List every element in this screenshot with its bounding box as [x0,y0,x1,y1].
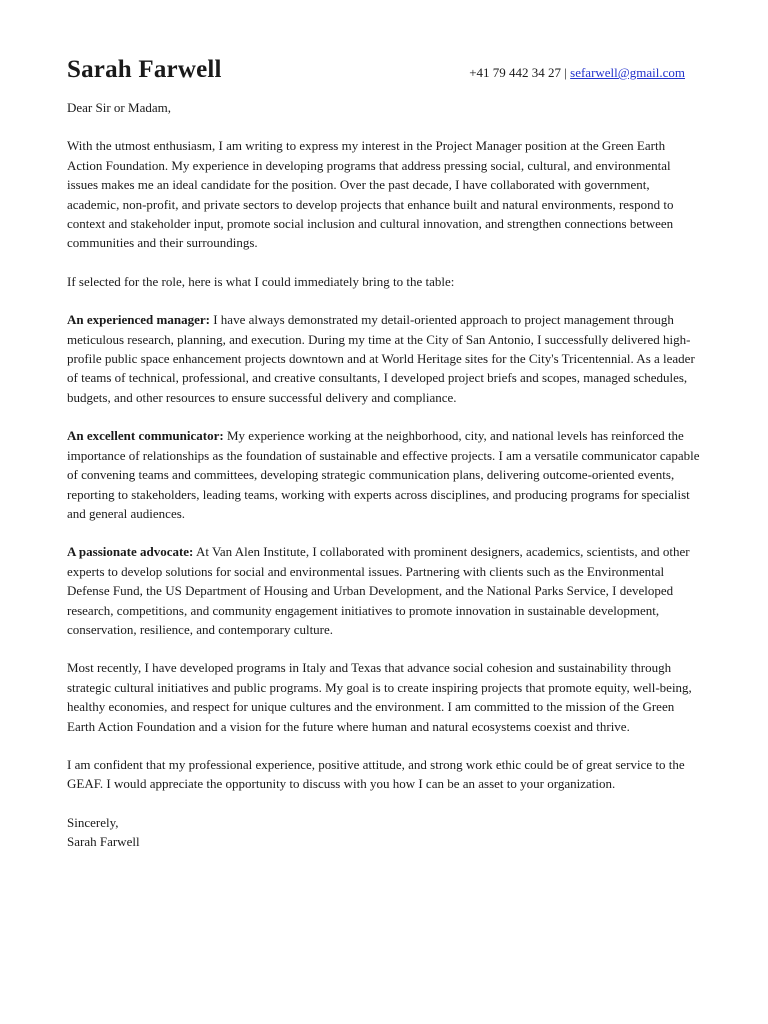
confident-paragraph: I am confident that my professional experience, positive attitude, and strong work ethic could be of great service to the GEAF. I would appreciate the opportunity to discuss with you how I can be an asset to your organization. [67,756,685,792]
recent-paragraph: Most recently, I have developed programs in Italy and Texas that advance social cohesion and sustainability through strategic cultural initiatives and public programs. My goal is to create inspiring projects that promote equity, well-being, healthy economies, and respect for unique cultures and the environment. I am committed to the mission of the Green Earth Action Foundation and a vision for the future where human and natural ecosystems coexist and thrive. [67,660,692,734]
intro-paragraph: With the utmost enthusiasm, I am writing to express my interest in the Project Manager position at the Green Earth Action Foundation. My experience in developing programs that address pressing social, cultural, and environmental issues makes me an ideal candidate for the position. Over the past decade, I have collaborated with government, academic, non-profit, and private sectors to develop projects that enhance built and natural environments, respond to context and stakeholder input, promote social inclusion and cultural innovation, and strengthen connections between communities and their surroundings. [67,138,674,251]
manager-paragraph [67,310,700,407]
advocate-lead: A passionate advocate: [67,544,194,560]
advocate-text: At Van Alen Institute, I collaborated with prominent designers, academics, scientists, and other experts to develop solutions for social and environmental issues. Partnering with clients such as the Environmental Defense Fund, the US Department of Housing and Urban Development, and the National Parks Service, I developed research, competitions, and community engagement initiatives to promote innovation in sustainable development, conservation, resilience, and contemporary culture. [67,544,690,637]
bring-paragraph: If selected for the role, here is what I could immediately bring to the table: [67,273,455,289]
signature: Sarah Farwell [67,834,140,850]
signoff: Sincerely, [67,814,119,830]
applicant-name: Sarah Farwell [67,56,222,83]
manager-lead: An experienced manager: [67,312,210,328]
contact-info [469,65,685,81]
advocate-paragraph [67,542,700,639]
closing-block [67,813,700,852]
communicator-text: My experience working at the neighborhood, city, and national levels has reinforced the importance of relationships as the foundation of sustainable and effective projects. I am a versatile communicator capable of convening teams and committees, developing strategic communication plans, delivering outcome-oriented events, reporting to stakeholders, leading teams, working with experts across disciplines, and producing programs for specialist and general audiences. [67,428,700,521]
communicator-paragraph [67,426,700,523]
salutation: Dear Sir or Madam, [67,100,171,115]
contact-separator: | [564,65,567,80]
phone-number: +41 79 442 34 27 [469,65,562,80]
email-link[interactable]: sefarwell@gmail.com [570,65,685,80]
manager-text: I have always demonstrated my detail-oriented approach to project management through meticulous research, planning, and execution. During my time at the City of San Antonio, I successfully delivered high-profile public space enhancement projects downtown and at World Heritage sites for the City's Tricentennial. As a leader of teams of technical, professional, and creative consultants, I developed project briefs and scopes, managed schedules, budgets, and other resources to ensure successful delivery and compliance. [67,312,695,405]
letter-header [67,56,700,84]
cover-letter [67,56,700,852]
communicator-lead: An excellent communicator: [67,428,224,444]
